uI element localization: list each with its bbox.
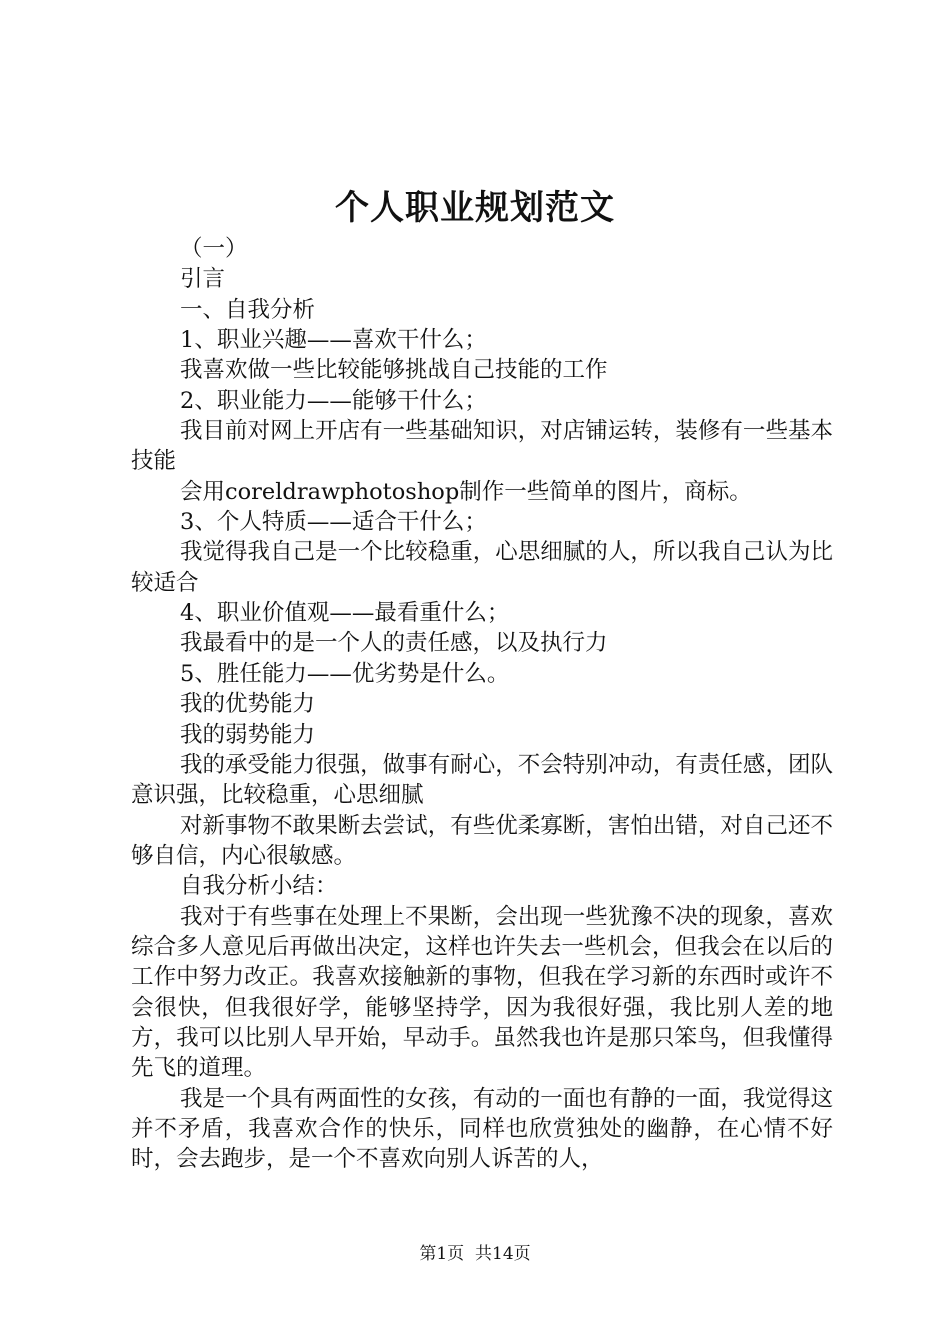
subheading-personal-traits: 3、个人特质——适合干什么； [180,509,487,536]
paragraph: 对新事物不敢果断去尝试，有些优柔寡断，害怕出错，对自己还不够自信，内心很敏感。 [131,812,833,869]
heading-self-analysis: 一、自我分析 [180,296,316,323]
paragraph: 我的弱势能力 [180,721,316,748]
paragraph: 我是一个具有两面性的女孩，有动的一面也有静的一面，我觉得这并不矛盾，我喜欢合作的快乐，同样也欣赏独处的幽静，在心情不好时，会去跑步，是一个不喜欢向别人诉苦的人， [131,1085,833,1173]
paragraph: 会用coreldrawphotoshop制作一些简单的图片，商标。 [180,478,752,505]
subheading-competency: 5、胜任能力——优劣势是什么。 [180,660,510,687]
heading-introduction: 引言 [180,266,226,293]
subheading-self-analysis-summary: 自我分析小结： [180,873,338,900]
paragraph: 我的承受能力很强，做事有耐心，不会特别冲动，有责任感，团队意识强，比较稳重，心思细腻 [131,751,833,809]
page-number: 第1页 [419,1244,465,1264]
footer-spacer [464,1244,475,1264]
paragraph: 我目前对网上开店有一些基础知识，对店铺运转，装修有一些基本技能 [131,418,833,475]
page-title: 个人职业规划范文 [335,188,615,228]
document-body [131,234,833,1175]
paragraph: 我觉得我自己是一个比较稳重，心思细腻的人，所以我自己认为比较适合 [131,539,833,596]
paragraph: 我对于有些事在处理上不果断，会出现一些犹豫不决的现象，喜欢综合多人意见后再做出决定，这样也许失去一些机会，但我会在以后的工作中努力改正。我喜欢接触新的事物，但我在学习新的东西时或许不会很快，但我很好学，能够坚持学，因为我很好强，我比别人差的地方，我可以比别人早开始，早动手。虽然我也许是那只笨鸟，但我懂得先飞的道理。 [131,903,833,1082]
section-number: （一） [180,236,248,262]
subheading-career-values: 4、职业价值观——最看重什么； [180,600,510,627]
subheading-career-ability: 2、职业能力——能够干什么； [180,387,487,414]
paragraph: 我的优势能力 [180,691,316,718]
paragraph: 我喜欢做一些比较能够挑战自己技能的工作 [180,357,608,384]
page-total: 共14页 [475,1244,531,1264]
subheading-career-interest: 1、职业兴趣——喜欢干什么； [180,327,487,354]
paragraph: 我最看中的是一个人的责任感，以及执行力 [180,630,608,657]
page-footer [0,1242,950,1266]
